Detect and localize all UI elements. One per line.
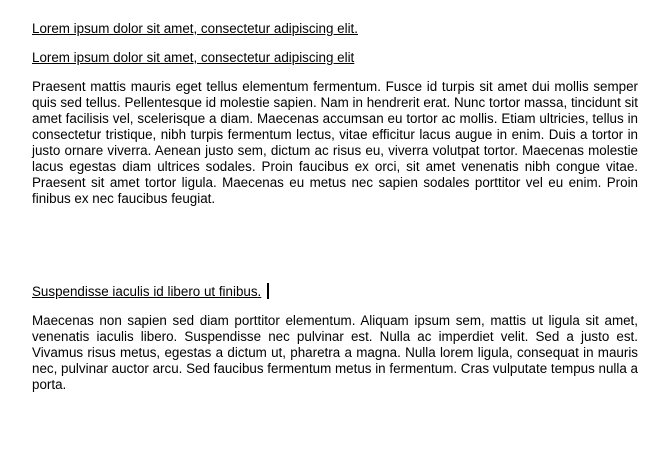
- heading-2: Lorem ipsum dolor sit amet, consectetur adipiscing elit: [32, 50, 355, 65]
- paragraph-2: Maecenas non sapien sed diam porttitor elementum. Aliquam ipsum sem, mattis ut ligula sit amet, venenatis iaculis libero. Suspendisse nec pulvinar est. Nulla ac imperdiet velit. Sed a justo est. Vivamus risus metus, egestas a dictum ut, pharetra a magna. Nulla lorem ligula, consequat in mauris nec, pulvinar auctor arcu. Sed faucibus fermentum metus in fermentum. Cras vulputate tempus nulla a porta.: [32, 313, 638, 392]
- heading-3-text: Suspendisse iaculis id libero ut finibus: [32, 284, 258, 299]
- heading-3: [32, 283, 269, 300]
- text-cursor: [267, 283, 269, 299]
- heading-3-period: .: [257, 284, 262, 299]
- heading-1: Lorem ipsum dolor sit amet, consectetur adipiscing elit.: [32, 21, 358, 36]
- paragraph-1: Praesent mattis mauris eget tellus elementum fermentum. Fusce id turpis sit amet dui mollis semper quis sed tellus. Pellentesque id molestie sapien. Nam in hendrerit erat. Nunc tortor massa, tincidunt sit amet facilisis vel, scelerisque a diam. Maecenas accumsan eu tortor ac mollis. Etiam ultricies, tellus in consectetur tristique, nibh turpis fermentum lectus, vitae efficitur lacus augue in enim. Duis a tortor in justo ornare viverra. Aenean justo sem, dictum ac risus eu, viverra volutpat tortor. Maecenas molestie lacus egestas diam ultrices sodales. Proin faucibus ex orci, sit amet venenatis nibh congue vitae. Praesent sit amet tortor ligula. Maecenas eu metus nec sapien sodales porttitor vel eu enim. Proin finibus ex nec faucibus feugiat.: [32, 79, 638, 206]
